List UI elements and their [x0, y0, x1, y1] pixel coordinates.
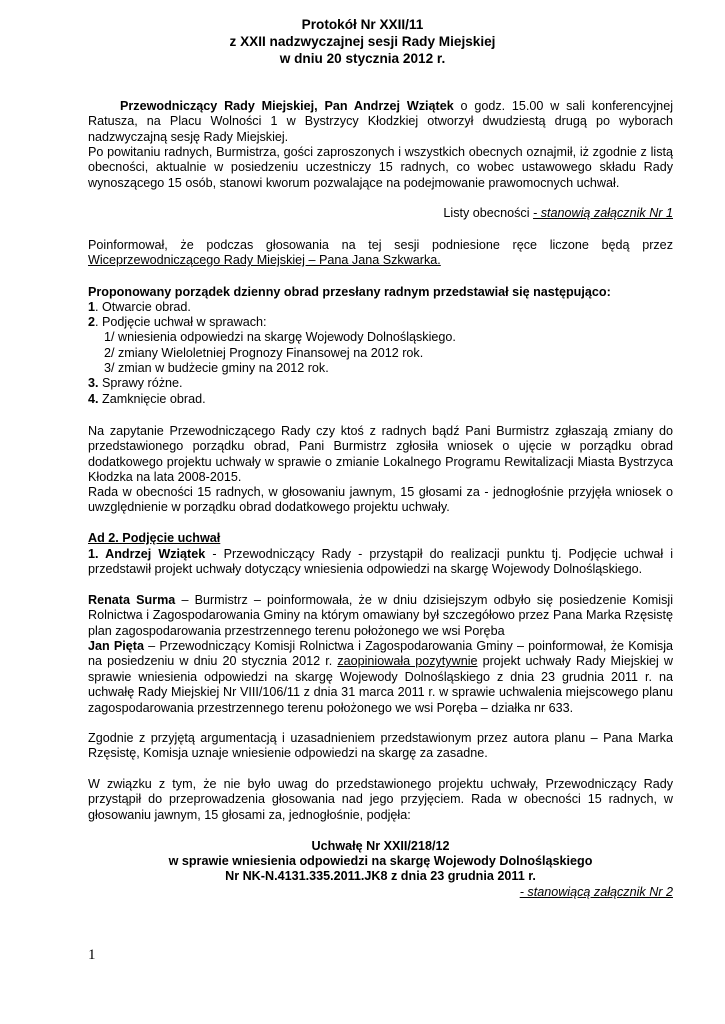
- agenda-subitem: 1/ wniesienia odpowiedzi na skargę Wojewody Dolnośląskiego.: [104, 330, 456, 344]
- ad2-vote-paragraph: W związku z tym, że nie było uwag do przedstawionego projektu uchwały, Przewodniczący Rady przystąpił do przeprowadzenia głosowania nad jego przyjęciem. Rada w obecności 15 radnych, w głosowaniu jawnym, 15 głosami za, jednogłośnie, podjęła:: [88, 777, 673, 822]
- voting-info-line-2: [88, 253, 673, 268]
- agenda-item: 4. Zamknięcie obrad.: [88, 392, 206, 406]
- chairman-name: Przewodniczący Rady Miejskiej, Pan Andrzej Wziątek: [120, 99, 454, 113]
- resolution-subject: w sprawie wniesienia odpowiedzi na skargę Wojewody Dolnośląskiego: [168, 854, 593, 868]
- attendance-note: [88, 206, 673, 221]
- intro-line-2: Ratusza, na Placu Wolności 1 w Bystrzycy Kłodzkiej otworzył dwudziestą drugą po wyborach: [88, 114, 673, 128]
- agenda-subitem: 3/ zmian w budżecie gminy na 2012 rok.: [104, 361, 329, 375]
- ad2-heading: Ad 2. Podjęcie uchwał: [88, 531, 221, 545]
- protocol-title: Protokół Nr XXII/11: [301, 17, 424, 32]
- intro-line-1: [88, 99, 673, 114]
- ad2-mayor-paragraph: Renata Surma – Burmistrz – poinformowała, że w dniu dzisiejszym odbyło się posiedzenie Komisji Rolnictwa i Zagospodarowania Gminy na którym omawiany był szczegółowo przez Pana Marka Rzęsistę plan zagospodarowania przestrzennego terenu położonego we wsi Poręba: [88, 593, 673, 638]
- intro-line-3: nadzwyczajną sesję Rady Miejskiej.: [88, 130, 289, 144]
- voting-info-line-1: Poinformował, że podczas głosowania na tej sesji podniesione ręce liczone będą przez: [88, 238, 673, 252]
- agenda-change-request: Na zapytanie Przewodniczącego Rady czy ktoś z radnych bądź Pani Burmistrz zgłaszają zmiany do przedstawionego porządku obrad, Pani Burmistrz zgłosiła wniosek o ujęcie w porządku obrad dodatkowego projektu uchwały w sprawie o zmianie Lokalnego Programu Rewitalizacji Miasta Bystrzyca Kłodzka na lata 2008-2015.: [88, 424, 673, 485]
- agenda-subitem: 2/ zmiany Wieloletniej Prognozy Finansowej na 2012 rok.: [104, 346, 424, 360]
- resolution-reference: Nr NK-N.4131.335.2011.JK8 z dnia 23 grudnia 2011 r.: [225, 869, 536, 883]
- agenda-change-vote: Rada w obecności 15 radnych, w głosowaniu jawnym, 15 głosami za - jednogłośnie przyjęła wniosek o uwzględnienie w porządku obrad dodatkowego projektu uchwały.: [88, 485, 673, 515]
- ad2-chairman-paragraph: 1. Andrzej Wziątek - Przewodniczący Rady - przystąpił do realizacji punktu tj. Podjęcie uchwał i przedstawił projekt uchwały dotyczący wniesienia odpowiedzi na skargę Wojewody Dolnośląskiego.: [88, 547, 673, 577]
- agenda-item: 2. Podjęcie uchwał w sprawach:: [88, 315, 267, 329]
- ad2-argumentation-paragraph: Zgodnie z przyjętą argumentacją i uzasadnieniem przedstawionym przez autora planu – Pana Marka Rzęsistę, Komisja uznaje wniesienie odpowiedzi na skargę za zasadne.: [88, 731, 673, 761]
- resolution-number: Uchwałę Nr XXII/218/12: [311, 839, 450, 853]
- resolution-attachment: - stanowiącą załącznik Nr 2: [519, 885, 673, 899]
- agenda-item: 1. Otwarcie obrad.: [88, 300, 191, 314]
- session-date: w dniu 20 stycznia 2012 r.: [279, 51, 446, 66]
- agenda-item: 3. Sprawy różne.: [88, 376, 183, 390]
- page-number: 1: [88, 947, 96, 963]
- vice-chairman-name: Wiceprzewodniczącego Rady Miejskiej – Pana Jana Szkwarka.: [88, 253, 441, 267]
- agenda-heading: Proponowany porządek dzienny obrad przesłany radnym przedstawiał się następująco:: [88, 285, 611, 299]
- session-subtitle: z XXII nadzwyczajnej sesji Rady Miejskiej: [229, 34, 496, 49]
- intro-time-place: o godz. 15.00 w sali konferencyjnej: [453, 99, 673, 113]
- attendance-prefix: Listy obecności: [443, 206, 534, 220]
- attendance-attachment: - stanowią załącznik Nr 1: [533, 206, 673, 220]
- ad2-commission-paragraph: Jan Pięta – Przewodniczący Komisji Rolnictwa i Zagospodarowania Gminy – poinformował, że Komisja na posiedzeniu w dniu 20 stycznia 2012 r. zaopiniowała pozytywnie projekt uchwały Rady Miejskiej w sprawie wniesienia odpowiedzi na skargę Wojewody Dolnośląskiego z dnia 23 grudnia 2011 r. na uchwałę Rady Miejskiej Nr VIII/106/11 z dnia 31 marca 2011 r. w sprawie uchwalenia miejscowego planu zagospodarowania przestrzennego terenu położonego we wsi Poręba – działka nr 633.: [88, 639, 674, 715]
- greeting-paragraph: Po powitaniu radnych, Burmistrza, gości zaproszonych i wszystkich obecnych oznajmił, iż zgodnie z listą obecności, aktualnie w posiedzeniu uczestniczy 15 radnych, co wobec ustawowego składu Rady wynoszącego 15 osób, stanowi kworum pozwalające na podejmowanie prawomocnych uchwał.: [88, 145, 673, 190]
